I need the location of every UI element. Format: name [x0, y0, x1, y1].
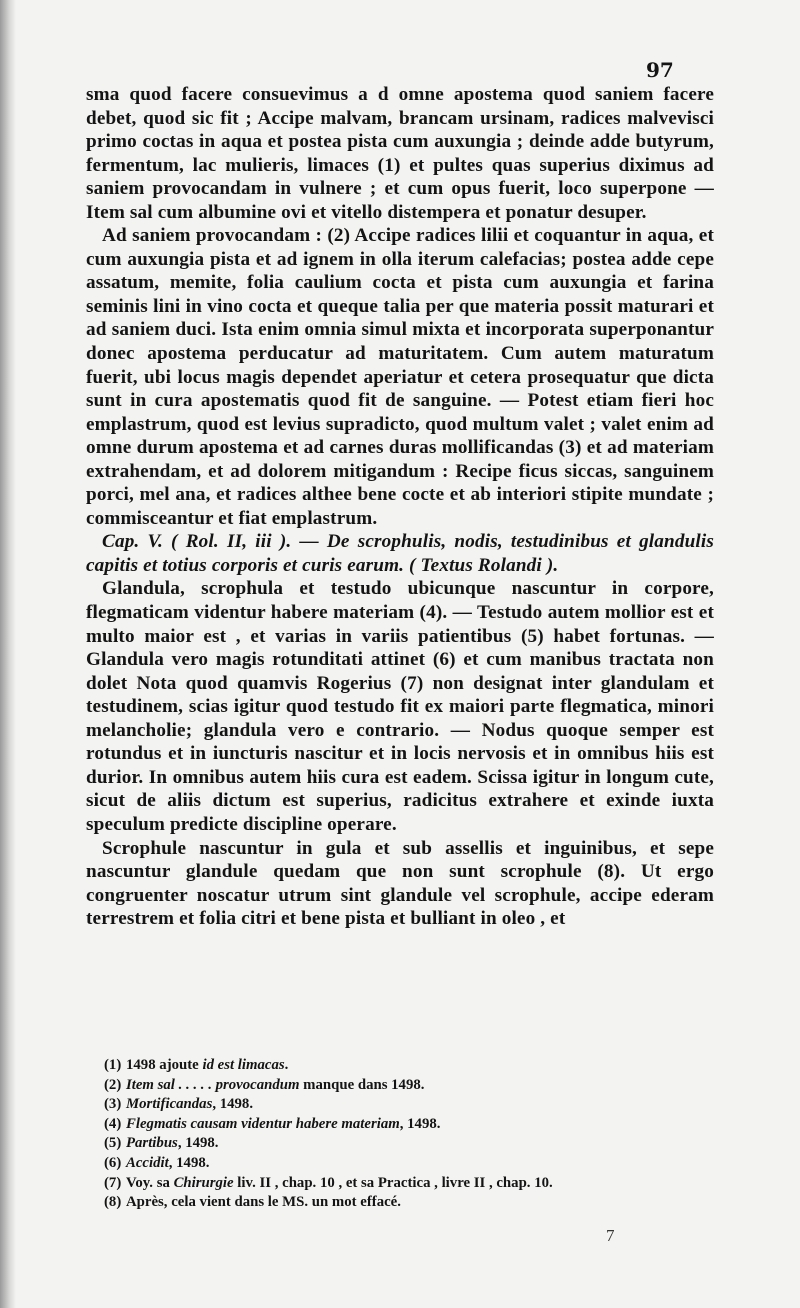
paragraph-2: Ad saniem provocandam : (2) Accipe radices lilii et coquantur in aqua, et cum auxungia pista et ad ignem in olla iterum calefacias; postea adde cepe assatum, memite, folia caulium cocta et pista cum auxungia et farina seminis lini in vino cocta et queque talia per que materia possit maturari et ad saniem duci. Ista enim omnia simul mixta et incorporata superponantur donec apostema perducatur ad maturitatem. Cum autem maturatum fuerit, ubi locus magis dependet aperiatur et cetera prosequatur que dicta sunt in cura apostematis quod fit de sanguine. — Potest etiam fieri hoc emplastrum, quod est levius supradicto, quod multum valet ; valet enim ad omne durum apostema et ad carnes duras mollificandas (3) et ad materiam extrahendam, et ad dolorem mitigandum : Recipe ficus siccas, sanguinem porci, mel ana, et radices althee bene cocte et ab interiori stipite mundate ; commisceantur et fiat emplastrum.: [86, 225, 714, 529]
footnote-italic: id est limacas: [202, 1057, 285, 1073]
main-text: [86, 83, 714, 931]
footnote-ref: (1): [104, 1057, 122, 1073]
footnote-ref: (6): [104, 1154, 122, 1171]
page-gutter-shadow: [0, 0, 16, 1308]
footnote-text: manque dans 1498.: [299, 1076, 425, 1093]
footnote-italic: Mortificandas: [126, 1096, 213, 1113]
footnote-italic: Flegmatis causam videntur habere materiam: [126, 1115, 400, 1132]
footnote-italic: Partibus: [126, 1135, 178, 1152]
footnote: [104, 1056, 716, 1076]
footnote-ref: (5): [104, 1135, 122, 1152]
footnote-ref: (2): [104, 1076, 122, 1093]
page-number: 97: [646, 58, 674, 82]
footnote-italic: Accidit: [126, 1154, 169, 1171]
chapter-heading: Cap. V. ( Rol. II, iii ). — De scrophulis, nodis, testudinibus et glandulis capitis et totius corporis et curis earum. ( Textus Rolandi ).: [86, 531, 714, 576]
paragraph-4: Scrophule nascuntur in gula et sub assellis et inguinibus, et sepe nascuntur glandule quedam que non sunt scrophule (8). Ut ergo congruenter noscatur utrum sint glandule vel scrophule, accipe ederam terrestrem et folia citri et bene pista et bulliant in oleo , et: [86, 837, 714, 930]
footnote-italic: Item sal . . . . . provocandum: [126, 1076, 300, 1093]
footnote: [104, 1076, 716, 1096]
footnote-tail: .: [284, 1057, 289, 1073]
footnote-text: , 1498.: [177, 1135, 219, 1152]
footnote: [104, 1095, 716, 1115]
footnote-text: Après, cela vient dans le MS. un mot effacé.: [126, 1194, 401, 1211]
footnote-tail: liv. II , chap. 10 , et sa Practica , livre II , chap. 10.: [233, 1174, 553, 1191]
signature-mark: 7: [606, 1226, 615, 1245]
footnotes: [104, 1056, 716, 1213]
footnote-ref: (4): [104, 1115, 122, 1132]
footnote-ref: (7): [104, 1174, 122, 1191]
footnote: [104, 1193, 716, 1213]
paragraph-1: sma quod facere consuevimus a d omne apostema quod saniem facere debet, quod sic fit ; Accipe malvam, brancam ursinam, radices malvevisci primo coctas in aqua et postea pista cum auxungia ; deinde adde butyrum, fermentum, lac mulieris, limaces (1) et pultes quas superius diximus ad saniem provocandam in vulnere ; et cum opus fuerit, loco superpone — Item sal cum albumine ovi et vitello distempera et ponatur desuper.: [86, 84, 714, 223]
footnote: [104, 1134, 716, 1154]
footnote: [104, 1154, 716, 1174]
footnote-ref: (3): [104, 1096, 122, 1113]
paragraph-3: Glandula, scrophula et testudo ubicunque nascuntur in corpore, flegmaticam videntur habere materiam (4). — Testudo autem mollior est et multo maior est , et varias in variis patientibus (5) habet fortunas. — Glandula vero magis rotunditati attinet (6) et cum manibus tractata non dolet Nota quod quamvis Rogerius (7) non designat inter glandulam et testudinem, scias igitur quod testudo fit ex maiori parte flegmatica, minori melancholie; glandula vero e contrario. — Nodus quoque semper est rotundus et in iuncturis nascitur et in locis nervosis et in omnibus hiis est durior. In omnibus autem hiis cura est eadem. Scissa igitur in longum cute, sicut de aliis dictum est superius, radicitus extrahere et exinde iuxta speculum predicte discipline operare.: [86, 578, 714, 835]
footnote-text: 1498 ajoute: [126, 1057, 203, 1073]
footnote: [104, 1174, 716, 1194]
footnote-text: , 1498.: [399, 1115, 441, 1132]
footnote-text: , 1498.: [168, 1154, 210, 1171]
footnote-text: , 1498.: [212, 1096, 254, 1113]
footnote-italic: Chirurgie: [173, 1174, 234, 1191]
footnote-text: Voy. sa: [126, 1174, 174, 1191]
footnote-ref: (8): [104, 1194, 122, 1211]
footnote: [104, 1115, 716, 1135]
